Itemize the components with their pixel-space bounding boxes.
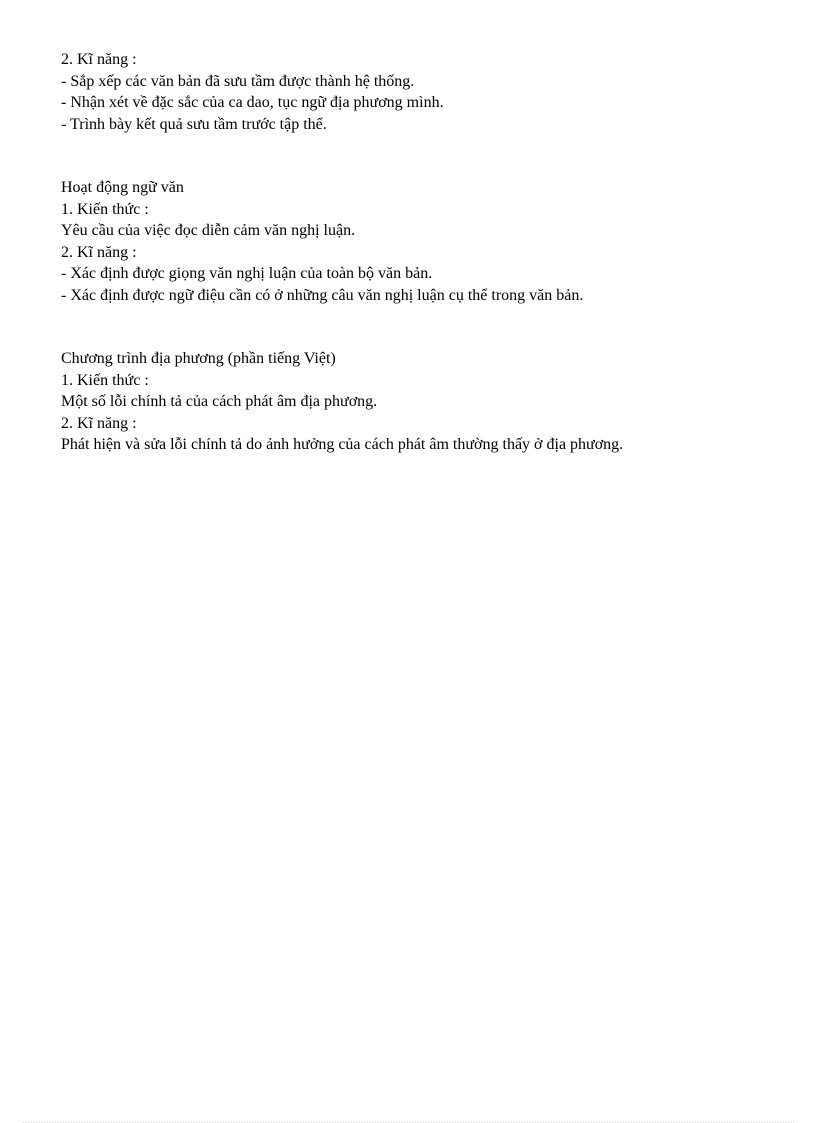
skill-item: - Xác định được ngữ điệu cần có ở những câu văn nghị luận cụ thể trong văn bản. (61, 286, 584, 304)
skills-heading: 2. Kĩ năng : (61, 51, 137, 68)
section-hoat-dong-ngu-van (61, 177, 781, 306)
skill-item: - Xác định được giọng văn nghị luận của toàn bộ văn bản. (61, 265, 433, 282)
knowledge-text: Yêu cầu của việc đọc diễn cảm văn nghị luận. (61, 222, 356, 239)
section-title: Chương trình địa phương (phần tiếng Việt) (61, 350, 336, 367)
knowledge-text: Một số lỗi chính tả của cách phát âm địa phương. (61, 393, 378, 410)
skill-item: - Nhận xét về đặc sắc của ca dao, tục ngữ địa phương mình. (61, 94, 444, 111)
knowledge-heading: 1. Kiến thức : (61, 371, 149, 389)
skills-text: Phát hiện và sửa lỗi chính tả do ảnh hưởng của cách phát âm thường thấy ở địa phương. (61, 436, 624, 453)
skills-heading: 2. Kĩ năng : (61, 243, 137, 261)
skill-item: - Sắp xếp các văn bản đã sưu tầm được thành hệ thống. (61, 72, 415, 90)
section-skills-continuation (61, 49, 781, 135)
section-title: Hoạt động ngữ văn (61, 179, 184, 196)
knowledge-heading: 1. Kiến thức : (61, 200, 149, 218)
skills-heading: 2. Kĩ năng : (61, 414, 137, 432)
section-chuong-trinh-dia-phuong (61, 348, 781, 456)
skill-item: - Trình bày kết quả sưu tầm trước tập thể. (61, 115, 327, 133)
section-spacer (61, 135, 781, 177)
section-spacer (61, 306, 781, 348)
document-page (61, 49, 781, 456)
